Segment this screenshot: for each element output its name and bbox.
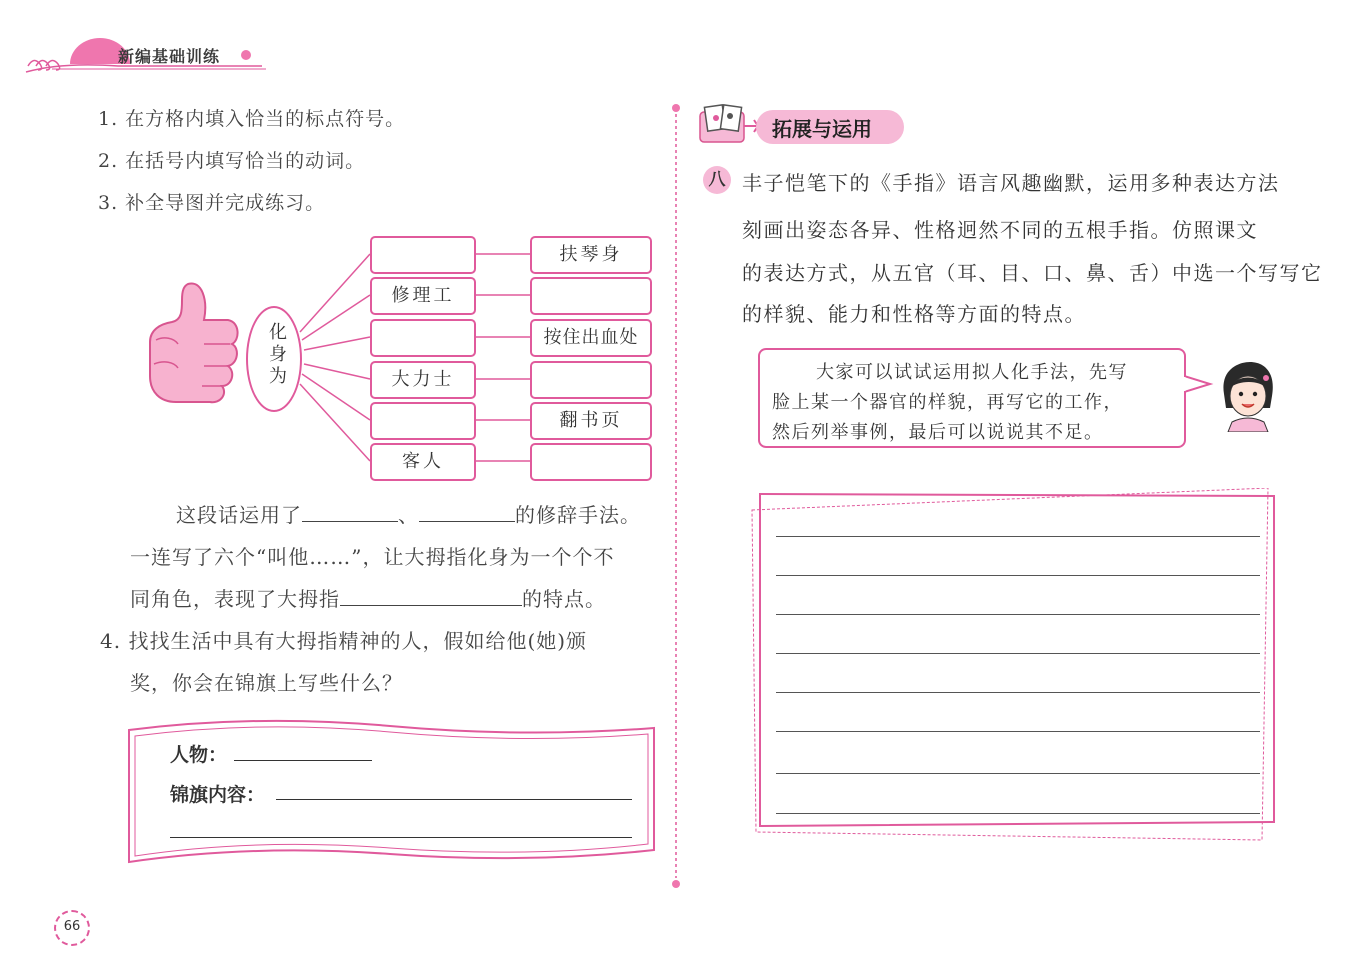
books-icon (696, 100, 762, 146)
mindmap-right-box-2[interactable] (530, 277, 652, 315)
writing-line[interactable] (776, 692, 1260, 693)
writing-line[interactable] (776, 653, 1260, 654)
page-number: 66 (63, 919, 81, 934)
trait-blank[interactable] (340, 585, 522, 606)
tip-line-2: 脸上某一个器官的样貌，再写它的工作， (772, 392, 1123, 413)
instruction-1: 1. 在方格内填入恰当的标点符号。 (98, 108, 406, 130)
question-4-line-2: 奖，你会在锦旗上写些什么？ (130, 671, 403, 695)
mindmap-center-text: 化 身 为 (269, 322, 287, 387)
banner-content-line-2[interactable] (170, 837, 632, 838)
mindmap-right-box-3: 按住出血处 (530, 319, 652, 357)
mindmap-left-box-5[interactable] (370, 402, 476, 440)
question-8-line-3: 的表达方式，从五官（耳、目、口、鼻、舌）中选一个写写它 (742, 261, 1323, 285)
mindmap-right-box-1: 扶琴身 (530, 236, 652, 274)
person-input-line[interactable] (234, 760, 372, 761)
mindmap-left-box-2: 修理工 (370, 277, 476, 315)
instruction-2: 2. 在括号内填写恰当的动词。 (98, 150, 366, 172)
speech-bubble-tail (1184, 372, 1214, 396)
header-title: 新编基础训练 (118, 47, 221, 66)
paragraph-line-1: 这段话运用了 、 的修辞手法。 (176, 503, 641, 527)
banner-content-line-1[interactable] (276, 799, 632, 800)
banner-content-label: 锦旗内容： (170, 784, 266, 806)
rhetoric-blank-2[interactable] (419, 501, 515, 522)
paragraph-line-3: 同角色，表现了大拇指 的特点。 (130, 587, 606, 611)
mindmap-left-box-1[interactable] (370, 236, 476, 274)
girl-avatar-icon (1216, 360, 1280, 432)
writing-line[interactable] (776, 536, 1260, 537)
writing-line[interactable] (776, 813, 1260, 814)
mindmap-right-box-4[interactable] (530, 361, 652, 399)
tip-line-1: 大家可以试试运用拟人化手法，先写 (816, 362, 1128, 383)
question-8-line-1: 丰子恺笔下的《手指》语言风趣幽默，运用多种表达方法 (742, 171, 1280, 195)
rhetoric-blank-1[interactable] (302, 501, 398, 522)
question-4-line-1: 4. 找找生活中具有大拇指精神的人，假如给他(她)颁 (100, 629, 588, 653)
mindmap-left-box-6: 客人 (370, 443, 476, 481)
question-8-line-2: 刻画出姿态各异、性格迥然不同的五根手指。仿照课文 (742, 218, 1258, 242)
writing-line[interactable] (776, 773, 1260, 774)
person-label: 人物： (170, 744, 228, 766)
writing-line[interactable] (776, 575, 1260, 576)
mindmap-right-box-6[interactable] (530, 443, 652, 481)
mindmap-right-box-5: 翻书页 (530, 402, 652, 440)
mindmap-left-box-3[interactable] (370, 319, 476, 357)
question-8-line-4: 的样貌、能力和性格等方面的特点。 (742, 302, 1086, 326)
writing-line[interactable] (776, 731, 1260, 732)
section-title: 拓展与运用 (772, 117, 872, 141)
writing-line[interactable] (776, 614, 1260, 615)
question-8-badge: 八 (703, 166, 731, 194)
writing-area-frame (750, 488, 1280, 844)
paragraph-line-2: 一连写了六个“叫他……”，让大拇指化身为一个个不 (130, 545, 615, 569)
instruction-3: 3. 补全导图并完成练习。 (98, 192, 326, 214)
mindmap-left-box-4: 大力士 (370, 361, 476, 399)
tip-line-3: 然后列举事例，最后可以说说其不足。 (772, 422, 1104, 443)
